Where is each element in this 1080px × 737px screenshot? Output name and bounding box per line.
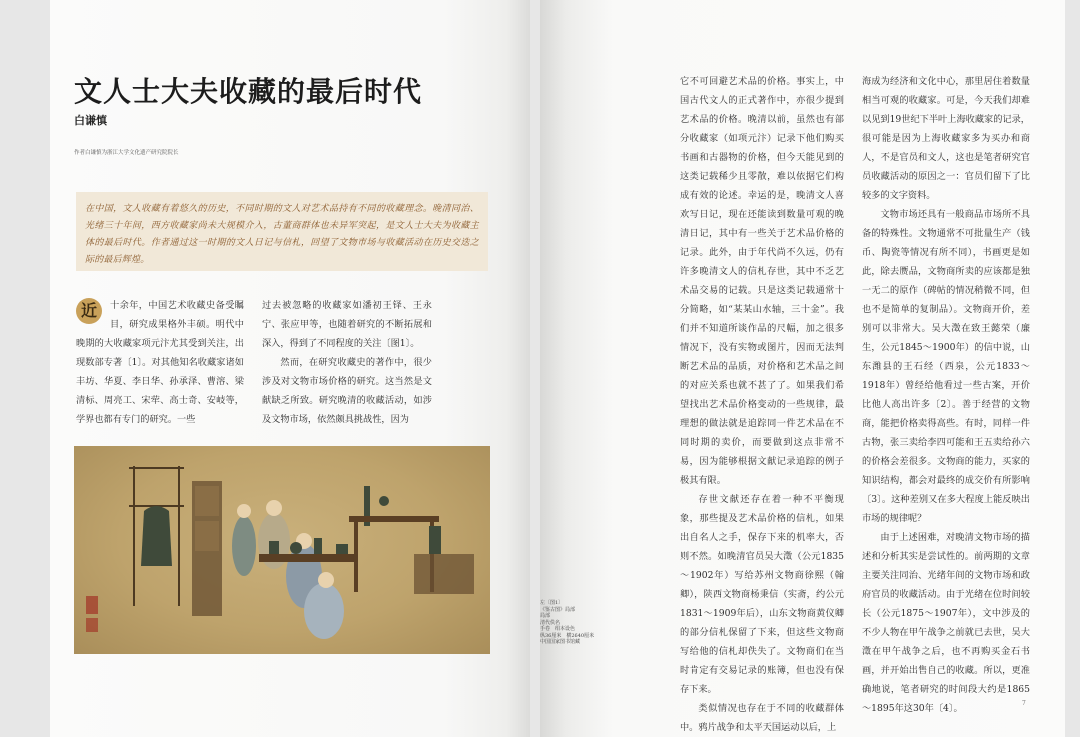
- abstract-text: 在中国，文人收藏有着悠久的历史，不同时期的文人对艺术品持有不同的收藏理念。晚清同治、光绪三十年间，西方收藏家尚未大规模介入，古董商群体也未异军突起，是文人士大夫为收藏主体的最后时代。作者通过这一时期的文人日记与信札，回望了文物市场与收藏活动在历史交迭之际的最后辉煌。: [85, 204, 479, 265]
- body-paragraph: 它不可回避艺术品的价格。事实上，中国古代文人的正式著作中，亦很少提到艺术品的价格。晚清以前，虽然也有部分收藏家（如项元汴）记录下他们购买书画和古器物的价格，但今天能见到的这类记载稀少且零散，难以依据它们构成有效的论述。幸运的是，晚清文人喜欢写日记，现在还能读到数量可观的晚清日记，其中有一些关于艺术品价格的记录。此外，由于年代尚不久远，仍有许多晚清文人的信札存世，其中不乏艺术品交易的记载。只是这类记载通常十分简略，如“某某山水轴，三十金”。我们并不知道所谈作品的尺幅，加之很多情况下，没有实物或图片，因而无法判断艺术品的品质，对价格和艺术品之间的对应关系也就不甚了了。如果我们希望找出艺术品价格变动的一些规律，最理想的做法就是追踪同一件艺术品在不同时期的卖价，而要做到这点非常不易，因为能够根据文献记录追踪的例子极其有限。: [680, 76, 844, 486]
- body-paragraph: 文物市场还具有一般商品市场所不具备的特殊性。文物通常不可批量生产（钱币、陶瓷等情况有所不同），书画更是如此，除去赝品，文物商所卖的应该都是独一无二的原作（碑帖的情况稍微不同，但也不是简单的复制品）。文物商开价，差别可以非常大。吴大澂在致王懿荣（廉生，公元1845～1900年）的信中说，山东潍县的王石经（西泉，公元1833～1918年）曾经给他看过一些古案，开价比他人高出许多〔2〕。善于经营的文物商，能把价格卖得高些。有时，同样一件古物，张三卖给李四可能和王五卖给孙六的价格会差很多。文物商的能力，买家的知识结构，都会对最终的成交价有所影响〔3〕。这种差别又在多大程度上能反映出市场的规律呢？: [862, 209, 1030, 524]
- page-number: 7: [1022, 700, 1026, 707]
- body-column-4: [862, 72, 1030, 714]
- body-paragraph: 存世文献还存在着一种不平衡现象，那些提及艺术品价格的信札，如果出自名人之手，保存下来的机率大，否则不然。如晚清官员吴大澂（公元1835～1902年）写给苏州文物商徐熙（翰卿），陕西文物商杨秉信（实斋，约公元1831～1909年后），山东文物商黄仪卿的部分信札保留了下来，但这些文物商写给他的信札却佚失了。文物商们在当时肯定有交易记录的账簿，但也没有保存下来。: [680, 494, 844, 695]
- left-page: [50, 0, 530, 737]
- body-column-1: [76, 296, 244, 426]
- abstract-box: [76, 192, 488, 271]
- body-paragraph: 海成为经济和文化中心，那里居住着数量相当可观的收藏家。可是，今天我们却难以见到19世纪下半叶上海收藏家的记录，很可能是因为上海收藏家多为买办和商人，不是官员和文人，这也是笔者研究官员收藏活动的原因之一：官员们留下了比较多的文字资料。: [862, 76, 1030, 201]
- body-column-2: [262, 296, 432, 426]
- body-paragraph: 过去被忽略的收藏家如潘初王铎、王永宁、张应甲等，也随着研究的不断拓展和深入，得到了不同程度的关注〔图1〕。: [262, 300, 432, 349]
- painting-illustration: [74, 446, 490, 654]
- seal-stamp: [86, 596, 98, 614]
- figure-caption: 左〔图1〕 《鉴古图》局部 局部 清代佚名 手卷 绢本设色 纵36厘米 横2640厘米 中国国家图书馆藏: [540, 600, 595, 645]
- body-paragraph: 然而，在研究收藏史的著作中，很少涉及对文物市场价格的研究。这当然是文献缺乏所致。研究晚清的收藏活动，如涉及文物市场，依然颇具挑战性，因为: [262, 357, 432, 425]
- table: [259, 554, 354, 562]
- body-paragraph: 十余年，中国艺术收藏史备受瞩目，研究成果格外丰硕。明代中晚期的大收藏家项元汴尤其受到关注，出现数部专著〔1〕。对其他知名收藏家诸如丰坊、华夏、李日华、孙承泽、曹溶、梁清标、周亮工、宋荦、高士奇、安岐等，学界也都有专门的研究。一些: [76, 300, 244, 425]
- body-paragraph: 由于上述困难，对晚清文物市场的描述和分析其实是尝试性的。前两期的文章主要关注同治、光绪年间的文物市场和政府官员的收藏活动。由于光绪在位时间较长（公元1875～1907年），文中涉及的不少人物在甲午战争之前就已去世，吴大澂在甲午战争之后，也不再购买金石书画，并开始出售自己的收藏。所以，更准确地说，笔者研究的时间段大约是1865～1895年这30年〔4〕。: [862, 532, 1030, 714]
- painting-image: [74, 446, 490, 654]
- dropcap: 近: [76, 298, 102, 324]
- right-page: [540, 0, 1065, 737]
- body-column-3: [680, 72, 844, 733]
- article-title: 文人士大夫收藏的最后时代: [74, 75, 423, 108]
- bronze-bell: [141, 506, 172, 566]
- body-paragraph: 类似情况也存在于不同的收藏群体中。鸦片战争和太平天国运动以后，上: [680, 703, 844, 733]
- scholar-figures: [232, 500, 344, 639]
- author-note: 作者白谦慎为浙江大学文化遗产研究院院长: [74, 150, 179, 156]
- article-author: 白谦慎: [74, 114, 107, 127]
